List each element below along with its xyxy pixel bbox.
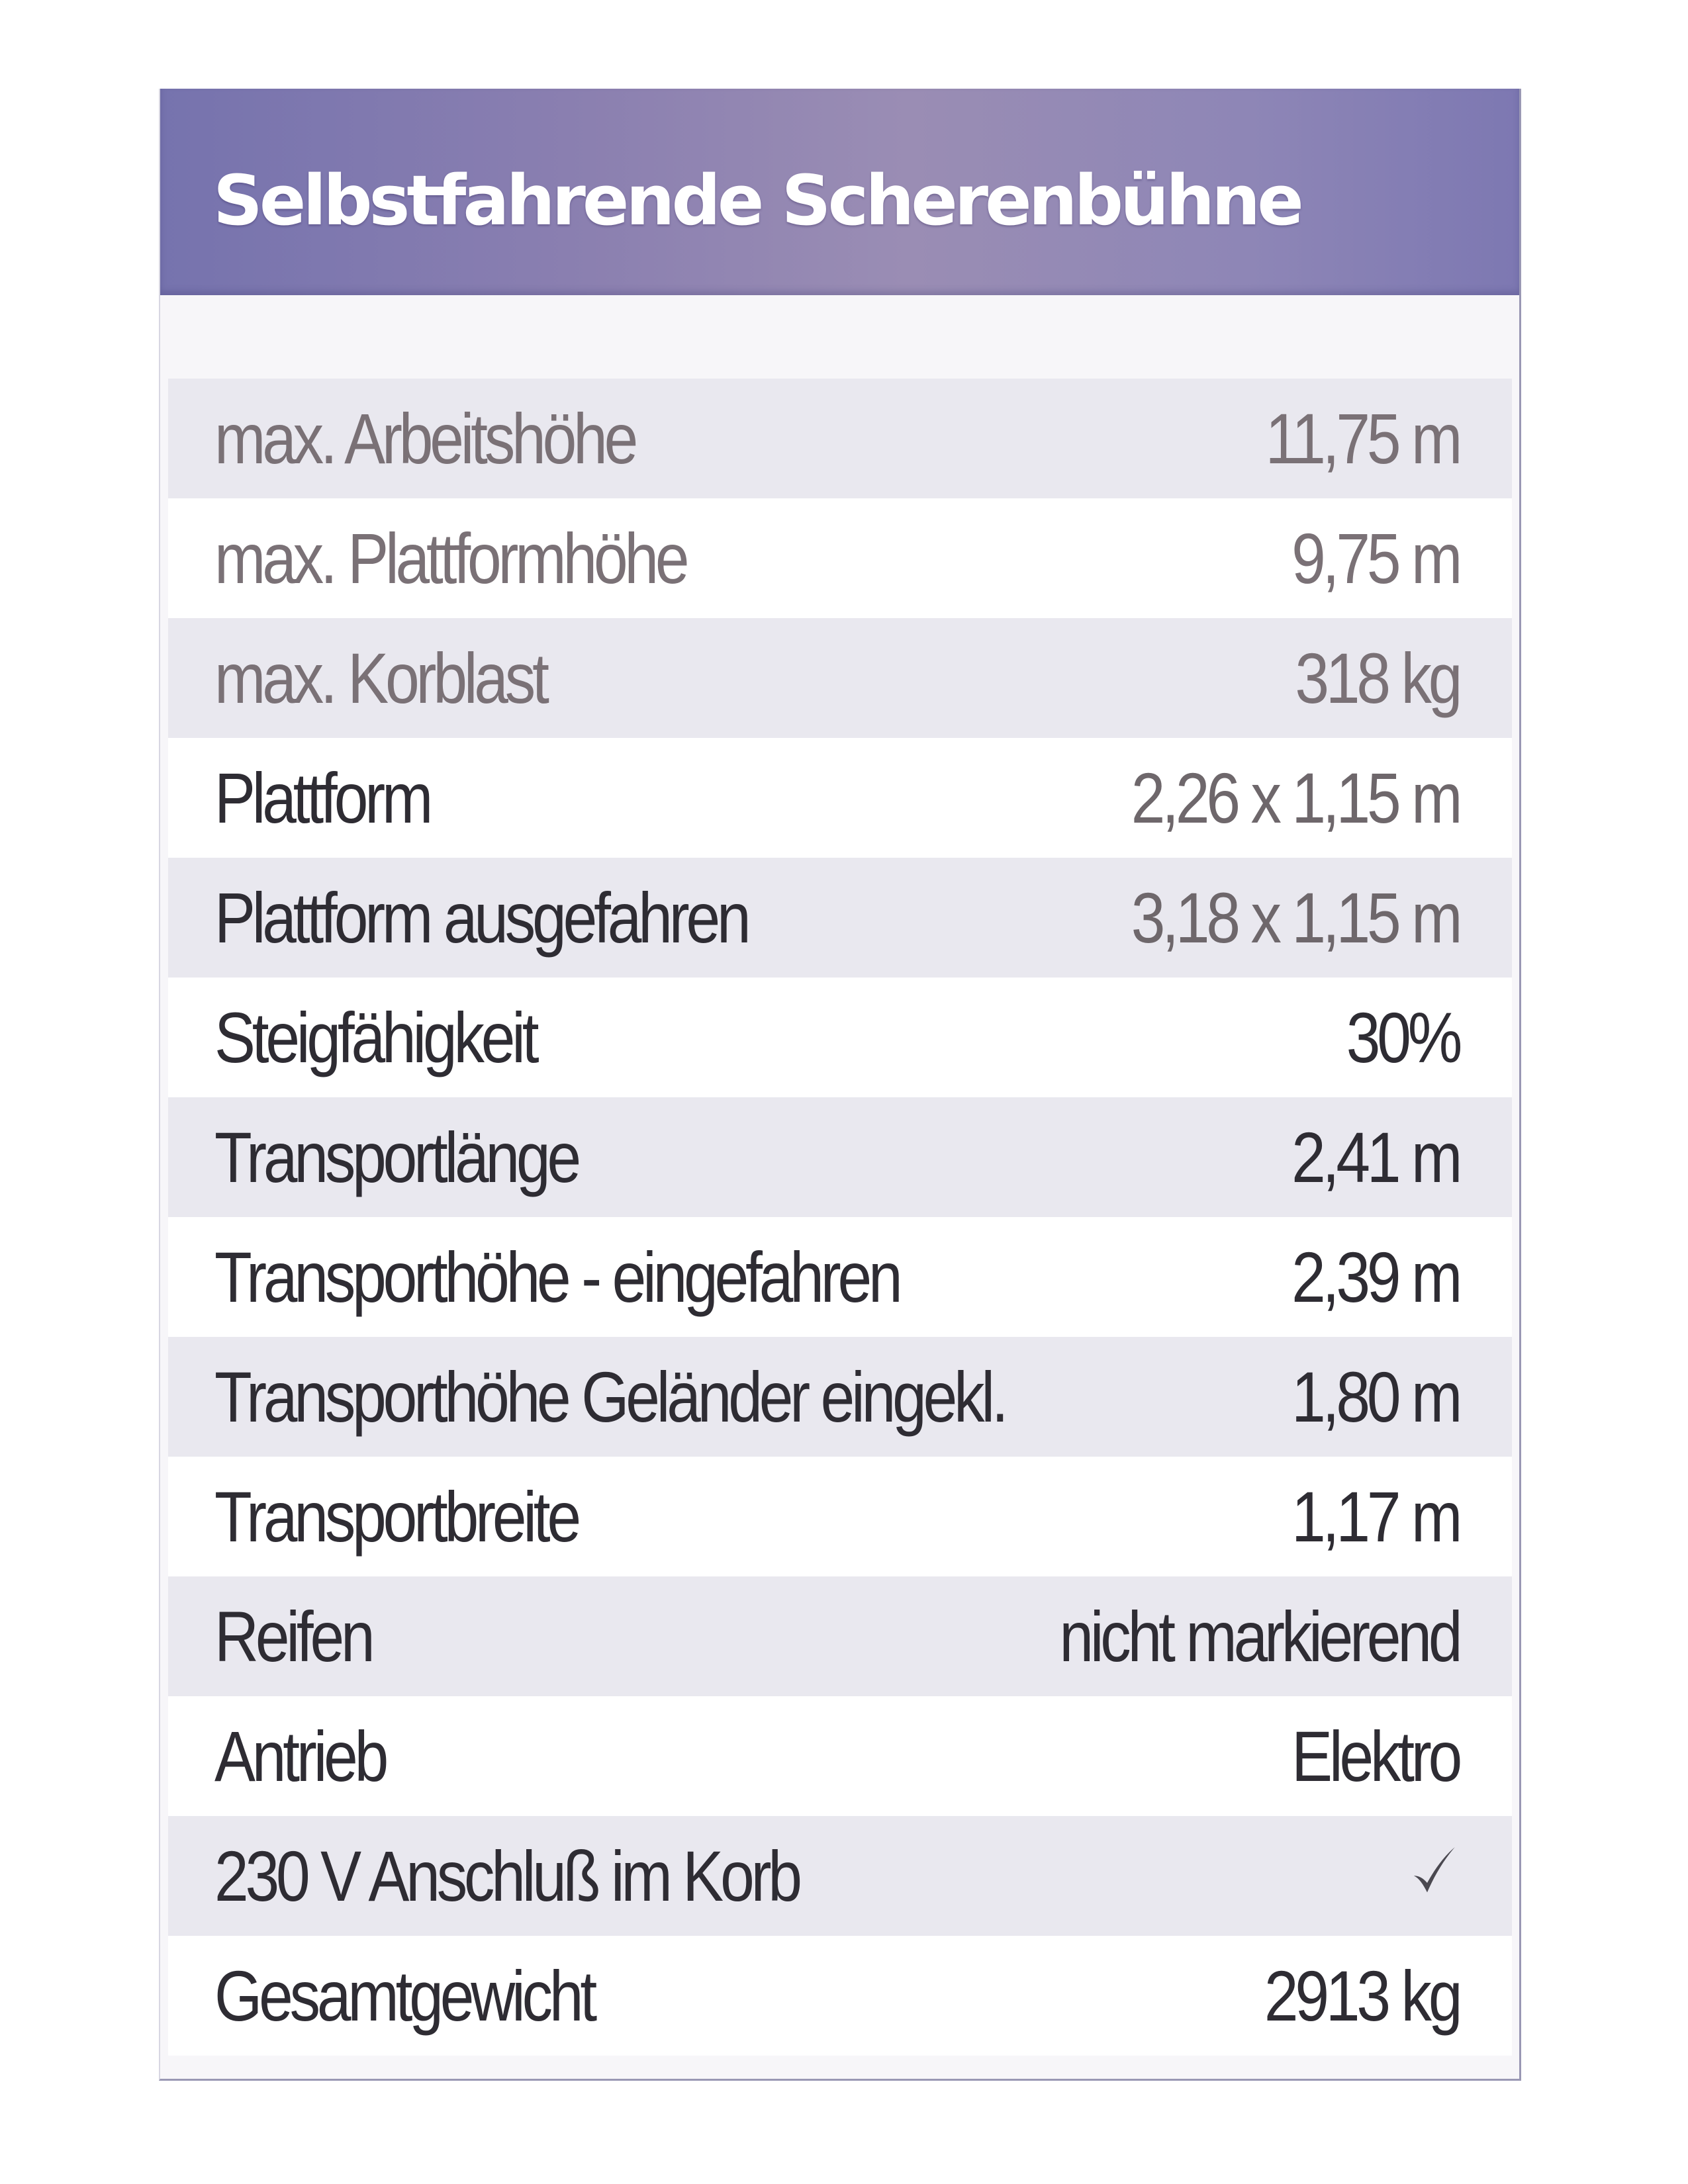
spec-value: 30%: [1346, 997, 1459, 1077]
spec-label: 230 V Anschluß im Korb: [214, 1836, 799, 1916]
spec-row-transportbreite: [168, 1457, 1512, 1576]
spec-value: 318 kg: [1295, 638, 1459, 718]
spec-label: Transportbreite: [214, 1477, 578, 1557]
spec-row-plattformhoehe: [168, 498, 1512, 618]
spec-value: 2,39 m: [1291, 1237, 1459, 1317]
spec-row-transportlaenge: [168, 1097, 1512, 1217]
spec-row-korblast: [168, 618, 1512, 738]
spec-row-plattform: [168, 738, 1512, 858]
spec-row-plattform-ausgefahren: [168, 858, 1512, 978]
spec-row-anschluss: [168, 1816, 1512, 1936]
spec-row-transporthoehe-eingefahren: [168, 1217, 1512, 1337]
spec-value: nicht markierend: [1058, 1596, 1459, 1676]
spec-card: [159, 89, 1521, 2081]
spec-label: max. Plattformhöhe: [214, 518, 686, 598]
spec-label: Gesamtgewicht: [214, 1956, 594, 2036]
card-header: [160, 89, 1519, 295]
spec-label: Plattform ausgefahren: [214, 878, 748, 958]
spec-label: Antrieb: [214, 1716, 386, 1796]
spec-row-arbeitshoehe: [168, 379, 1512, 498]
spec-row-steigfaehigkeit: [168, 978, 1512, 1097]
spec-value: 2913 kg: [1264, 1956, 1459, 2036]
spec-label: Reifen: [214, 1596, 372, 1676]
spec-label: max. Korblast: [214, 638, 546, 718]
card-title: Selbstfahrende Scherenbühne: [213, 160, 1301, 241]
spec-label: Transporthöhe Geländer eingekl.: [214, 1357, 1006, 1437]
checkmark-icon: [1408, 1841, 1459, 1901]
spec-value-check: [1408, 1835, 1459, 1917]
spec-label: Transporthöhe - eingefahren: [214, 1237, 900, 1317]
spec-label: max. Arbeitshöhe: [214, 398, 635, 478]
spec-row-antrieb: [168, 1696, 1512, 1816]
spec-label: Plattform: [214, 758, 430, 838]
spec-value: 1,17 m: [1291, 1477, 1459, 1557]
spec-row-gesamtgewicht: [168, 1936, 1512, 2056]
spec-value: Elektro: [1291, 1716, 1459, 1796]
spec-value: 2,41 m: [1291, 1117, 1459, 1197]
spec-value: 9,75 m: [1291, 518, 1459, 598]
spec-row-transporthoehe-gelaender: [168, 1337, 1512, 1457]
spec-value: 3,18 x 1,15 m: [1131, 878, 1459, 958]
spec-value: 1,80 m: [1291, 1357, 1459, 1437]
spec-value: 11,75 m: [1265, 398, 1459, 478]
spec-row-reifen: [168, 1576, 1512, 1696]
spec-table: [168, 379, 1512, 2056]
spec-label: Transportlänge: [214, 1117, 579, 1197]
spec-label: Steigfähigkeit: [214, 997, 536, 1077]
spec-value: 2,26 x 1,15 m: [1131, 758, 1459, 838]
